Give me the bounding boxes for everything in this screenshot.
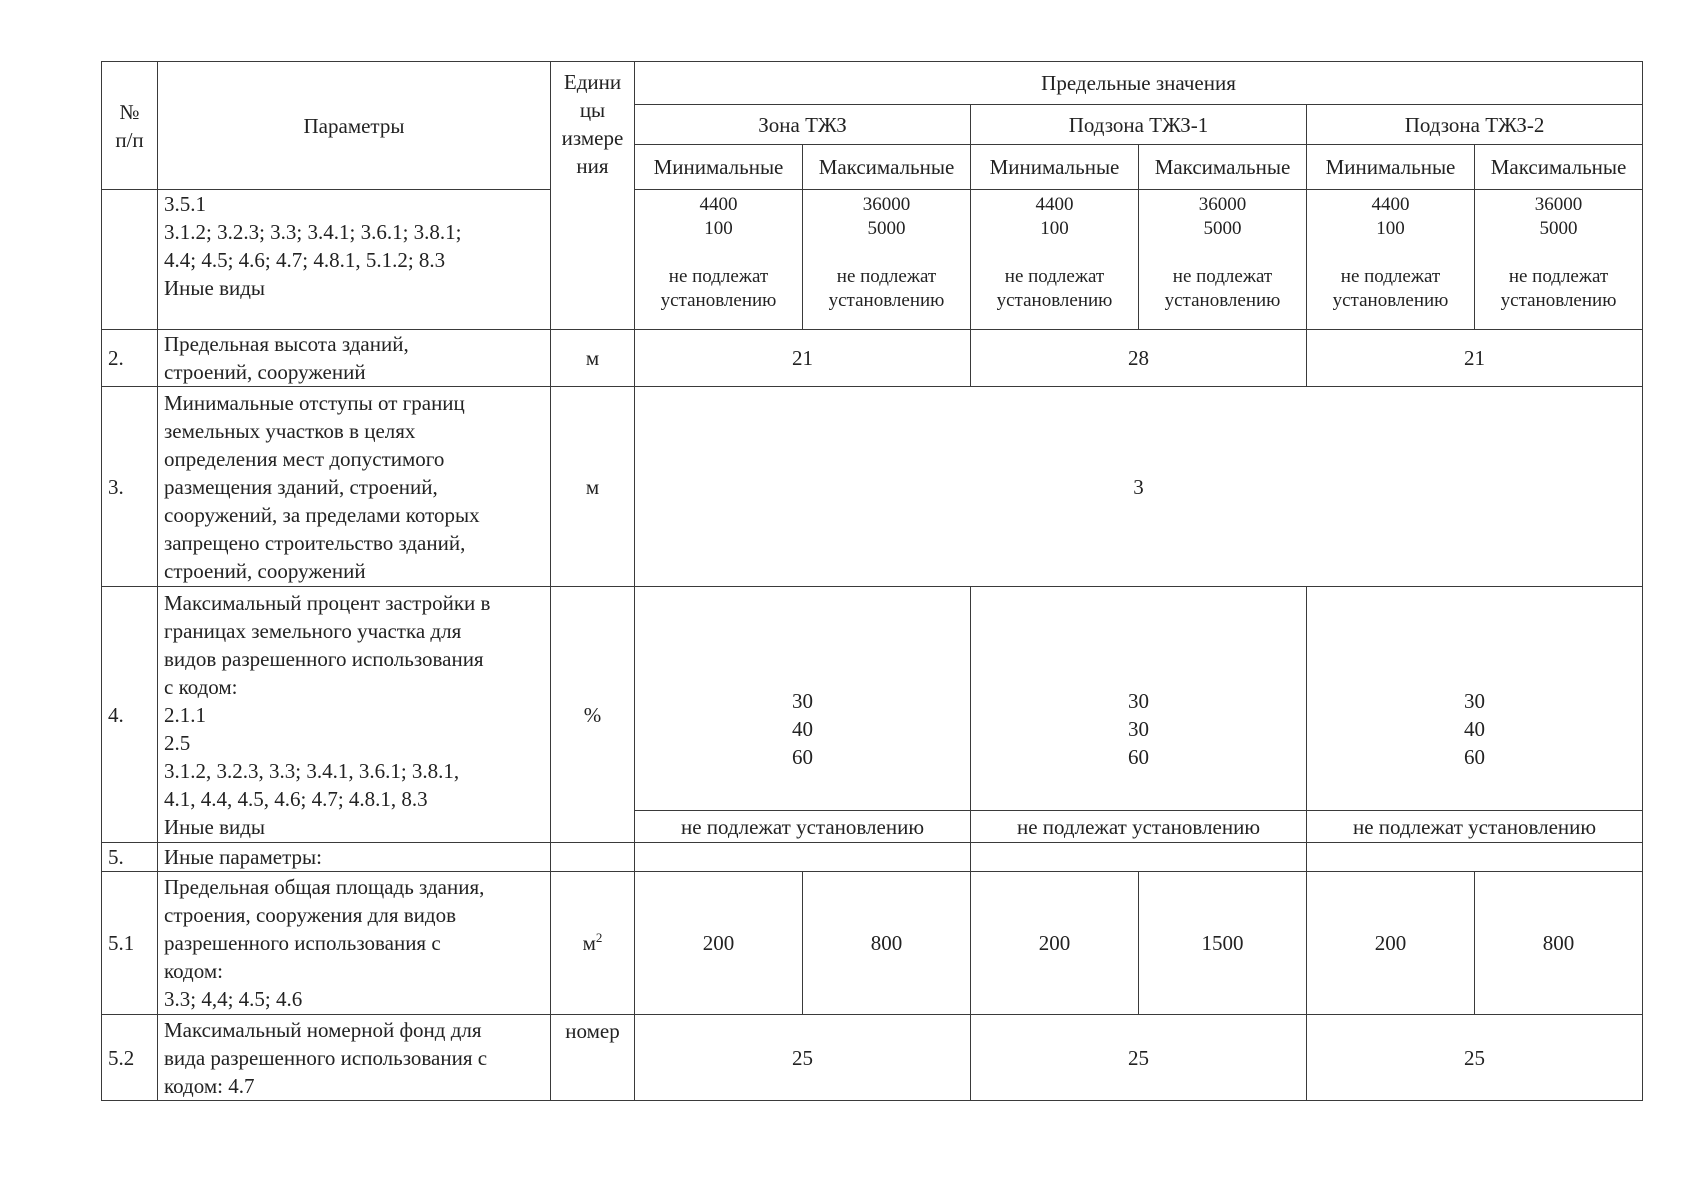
area-min-cell: 4400 100 не подлежат установлению [971, 190, 1139, 330]
row4-values-tzh3-2: 30 40 60 [1307, 587, 1643, 811]
row4-param: Максимальный процент застройки в границах земельного участка для видов разрешенного использования с кодом: 2.1.1 2.5 3.1.2, 3.2.3, 3.3; 3.4.1, 3.6.1; 3.8.1, 4.1, 4.4, 4.5, 4.6; 4.7; 4.8.1, 8.3 Иные виды [158, 587, 551, 843]
row51-value: 800 [1475, 872, 1643, 1015]
row51-value: 800 [803, 872, 971, 1015]
area-max-cell: 36000 5000 не подлежат установлению [1475, 190, 1643, 330]
row2-param: Предельная высота зданий, строений, сооружений [158, 330, 551, 387]
header-max: Максимальные [1475, 145, 1643, 190]
row5-empty [1307, 843, 1643, 872]
header-min: Минимальные [971, 145, 1139, 190]
row4-na-tzh3-1: не подлежат установлению [971, 811, 1307, 843]
header-subzone-tzh3-1: Подзона ТЖЗ-1 [971, 105, 1307, 145]
header-subzone-tzh3-2: Подзона ТЖЗ-2 [1307, 105, 1643, 145]
header-units: Едини цы измере ния [551, 62, 635, 330]
row5-empty [971, 843, 1307, 872]
row3-unit: м [551, 387, 635, 587]
row52-value-tzh3-1: 25 [971, 1015, 1307, 1101]
row51-value: 200 [971, 872, 1139, 1015]
area-max-cell: 36000 5000 не подлежат установлению [803, 190, 971, 330]
header-min: Минимальные [635, 145, 803, 190]
row51-value: 1500 [1139, 872, 1307, 1015]
row51-param: Предельная общая площадь здания, строения, сооружения для видов разрешенного использования с кодом: 3.3; 4,4; 4.5; 4.6 [158, 872, 551, 1015]
row5-param: Иные параметры: [158, 843, 551, 872]
row51-num: 5.1 [102, 872, 158, 1015]
row4-num: 4. [102, 587, 158, 843]
row3-num: 3. [102, 387, 158, 587]
area-min-cell: 4400 100 не подлежат установлению [1307, 190, 1475, 330]
row52-value-tzh3: 25 [635, 1015, 971, 1101]
row4-na-tzh3: не подлежат установлению [635, 811, 971, 843]
header-params: Параметры [158, 62, 551, 190]
row5-num: 5. [102, 843, 158, 872]
row2-unit: м [551, 330, 635, 387]
row2-value-tzh3: 21 [635, 330, 971, 387]
row52-unit: номер [551, 1015, 635, 1101]
row5-unit [551, 843, 635, 872]
limits-table [101, 61, 1643, 1101]
row52-value-tzh3-2: 25 [1307, 1015, 1643, 1101]
row4-values-tzh3: 30 40 60 [635, 587, 971, 811]
row5-empty [635, 843, 971, 872]
header-min: Минимальные [1307, 145, 1475, 190]
row4-na-tzh3-2: не подлежат установлению [1307, 811, 1643, 843]
row51-value: 200 [1307, 872, 1475, 1015]
row2-value-tzh3-1: 28 [971, 330, 1307, 387]
area-params: 3.5.1 3.1.2; 3.2.3; 3.3; 3.4.1; 3.6.1; 3.8.1; 4.4; 4.5; 4.6; 4.7; 4.8.1, 5.1.2; 8.3 Иные виды [158, 190, 551, 330]
row3-param: Минимальные отступы от границ земельных участков в целях определения мест допустимого размещения зданий, строений, сооружений, за пределами которых запрещено строительство зданий, строений, сооружений [158, 387, 551, 587]
row51-unit: $м^2$ [551, 872, 635, 1015]
row4-unit: % [551, 587, 635, 843]
row52-param: Максимальный номерной фонд для вида разрешенного использования с кодом: 4.7 [158, 1015, 551, 1101]
row4-values-tzh3-1: 30 30 60 [971, 587, 1307, 811]
row2-num: 2. [102, 330, 158, 387]
area-min-cell: 4400 100 не подлежат установлению [635, 190, 803, 330]
row2-value-tzh3-2: 21 [1307, 330, 1643, 387]
row3-value: 3 [635, 387, 1643, 587]
row52-num: 5.2 [102, 1015, 158, 1101]
area-num [102, 190, 158, 330]
header-zone-tzh3: Зона ТЖЗ [635, 105, 971, 145]
row51-value: 200 [635, 872, 803, 1015]
header-num: № п/п [102, 62, 158, 190]
header-max: Максимальные [1139, 145, 1307, 190]
header-max: Максимальные [803, 145, 971, 190]
area-max-cell: 36000 5000 не подлежат установлению [1139, 190, 1307, 330]
header-limits: Предельные значения [635, 62, 1643, 105]
